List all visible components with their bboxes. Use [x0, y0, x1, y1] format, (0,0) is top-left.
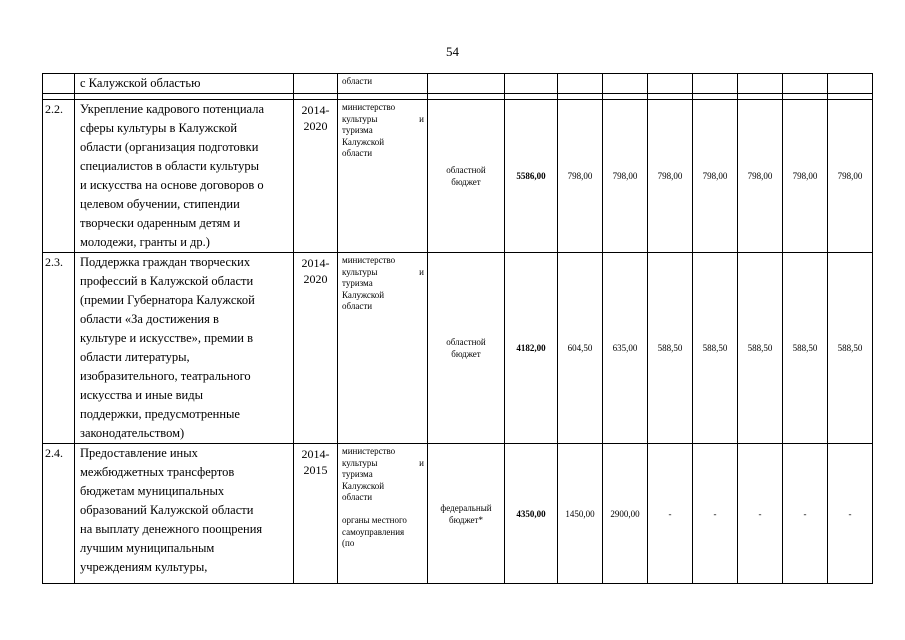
row-year-value: - [693, 444, 738, 584]
text-line: специалистов в области культуры [80, 159, 260, 173]
text-line: Калужской [342, 289, 385, 300]
text-line: 2014- [301, 447, 330, 461]
row-year-value: 588,50 [693, 253, 738, 444]
text-line: 2015 [303, 463, 328, 477]
text-line: (премии Губернатора Калужской [80, 293, 255, 307]
text-line: бюджет [451, 349, 481, 359]
text-line: молодежи, гранты и др.) [80, 235, 210, 249]
budget-table [42, 73, 873, 584]
table-row [43, 444, 873, 584]
row-funding-source [428, 253, 505, 444]
row-year-value: 798,00 [558, 100, 603, 253]
row-executor [338, 253, 428, 444]
row-year-value: 588,50 [738, 253, 783, 444]
text-line: министерство [342, 255, 396, 265]
text-line: творчески одаренным детям и [80, 216, 241, 230]
row-year-value: 798,00 [603, 100, 648, 253]
row-period [294, 253, 338, 444]
row-year-value: - [738, 444, 783, 584]
row-year-value: 588,50 [648, 253, 693, 444]
row-year-value: 588,50 [828, 253, 873, 444]
row-year-value: 798,00 [783, 100, 828, 253]
text-line: на выплату денежного поощрения [80, 522, 263, 536]
row-year-value: 588,50 [783, 253, 828, 444]
table-row [43, 253, 873, 444]
continuation-executor: области [338, 74, 428, 94]
row-total: 4182,00 [505, 253, 558, 444]
text-line: области литературы, [80, 350, 190, 364]
text-line: Предоставление иных [80, 446, 198, 460]
text-line: министерство [342, 102, 396, 112]
text-line: Калужской [342, 480, 385, 491]
row-name [75, 100, 294, 253]
row-year-value: 798,00 [648, 100, 693, 253]
row-year-value: - [783, 444, 828, 584]
text-line: законодательством) [80, 426, 185, 440]
text-line: сферы культуры в Калужской [80, 121, 238, 135]
text-line: области [342, 301, 373, 311]
text-line: 2020 [303, 272, 328, 286]
text-line: Калужской [342, 136, 385, 147]
text-line: культуре и искусстве», премии в [80, 331, 253, 345]
page-number: 54 [446, 44, 459, 59]
row-year-value: - [648, 444, 693, 584]
row-year-value: 798,00 [828, 100, 873, 253]
row-year-value: 635,00 [603, 253, 648, 444]
text-line: культуры и [342, 266, 424, 277]
text-line [342, 504, 424, 516]
row-number: 2.2. [43, 100, 75, 253]
text-line: 2014- [301, 103, 330, 117]
text-line: Укрепление кадрового потенциала [80, 102, 264, 116]
text-line: министерство [342, 446, 396, 456]
text-line: учреждениям культуры, [80, 560, 208, 574]
text-line: межбюджетных трансфертов [80, 465, 235, 479]
text-line: области (организация подготовки [80, 140, 259, 154]
row-period [294, 100, 338, 253]
text-line: профессий в Калужской области [80, 274, 254, 288]
text-line: бюджет [451, 177, 481, 187]
text-line: поддержки, предусмотренные [80, 407, 240, 421]
row-total: 4350,00 [505, 444, 558, 584]
continuation-name: с Калужской областью [75, 74, 294, 94]
text-line: областной [446, 165, 486, 175]
row-name [75, 444, 294, 584]
table-row [43, 100, 873, 253]
row-year-value: 604,50 [558, 253, 603, 444]
text-line: туризма [342, 469, 373, 479]
text-line: бюджет* [449, 514, 483, 525]
row-period [294, 444, 338, 584]
row-executor [338, 100, 428, 253]
text-line: лучшим муниципальным [80, 541, 215, 555]
row-number: 2.4. [43, 444, 75, 584]
text-line: искусства и иные виды [80, 388, 203, 402]
text-line: культуры и [342, 113, 424, 124]
text-line: самоуправления [342, 526, 405, 537]
continuation-row [43, 74, 873, 94]
row-year-value: 2900,00 [603, 444, 648, 584]
text-line: туризма [342, 278, 373, 288]
text-line: целевом обучении, стипендии [80, 197, 240, 211]
row-year-value: 1450,00 [558, 444, 603, 584]
text-line: федеральный [440, 502, 492, 513]
text-line: культуры и [342, 457, 424, 468]
text-line: области «За достижения в [80, 312, 219, 326]
text-line: областной [446, 337, 486, 347]
text-line: образований Калужской области [80, 503, 254, 517]
row-year-value: 798,00 [738, 100, 783, 253]
text-line: туризма [342, 125, 373, 135]
text-line: и искусства на основе договоров о [80, 178, 264, 192]
text-line: изобразительного, театрального [80, 369, 251, 383]
row-funding-source [428, 100, 505, 253]
row-total: 5586,00 [505, 100, 558, 253]
text-line: бюджетам муниципальных [80, 484, 225, 498]
text-line: Поддержка граждан творческих [80, 255, 251, 269]
row-year-value: 798,00 [693, 100, 738, 253]
text-line: (по [342, 538, 355, 548]
text-line: органы местного [342, 515, 407, 525]
text-line: 2014- [301, 256, 330, 270]
row-number: 2.3. [43, 253, 75, 444]
text-line: области [342, 148, 373, 158]
text-line: области [342, 492, 373, 502]
text-line: 2020 [303, 119, 328, 133]
row-funding-source [428, 444, 505, 584]
row-year-value: - [828, 444, 873, 584]
row-executor [338, 444, 428, 584]
row-name [75, 253, 294, 444]
